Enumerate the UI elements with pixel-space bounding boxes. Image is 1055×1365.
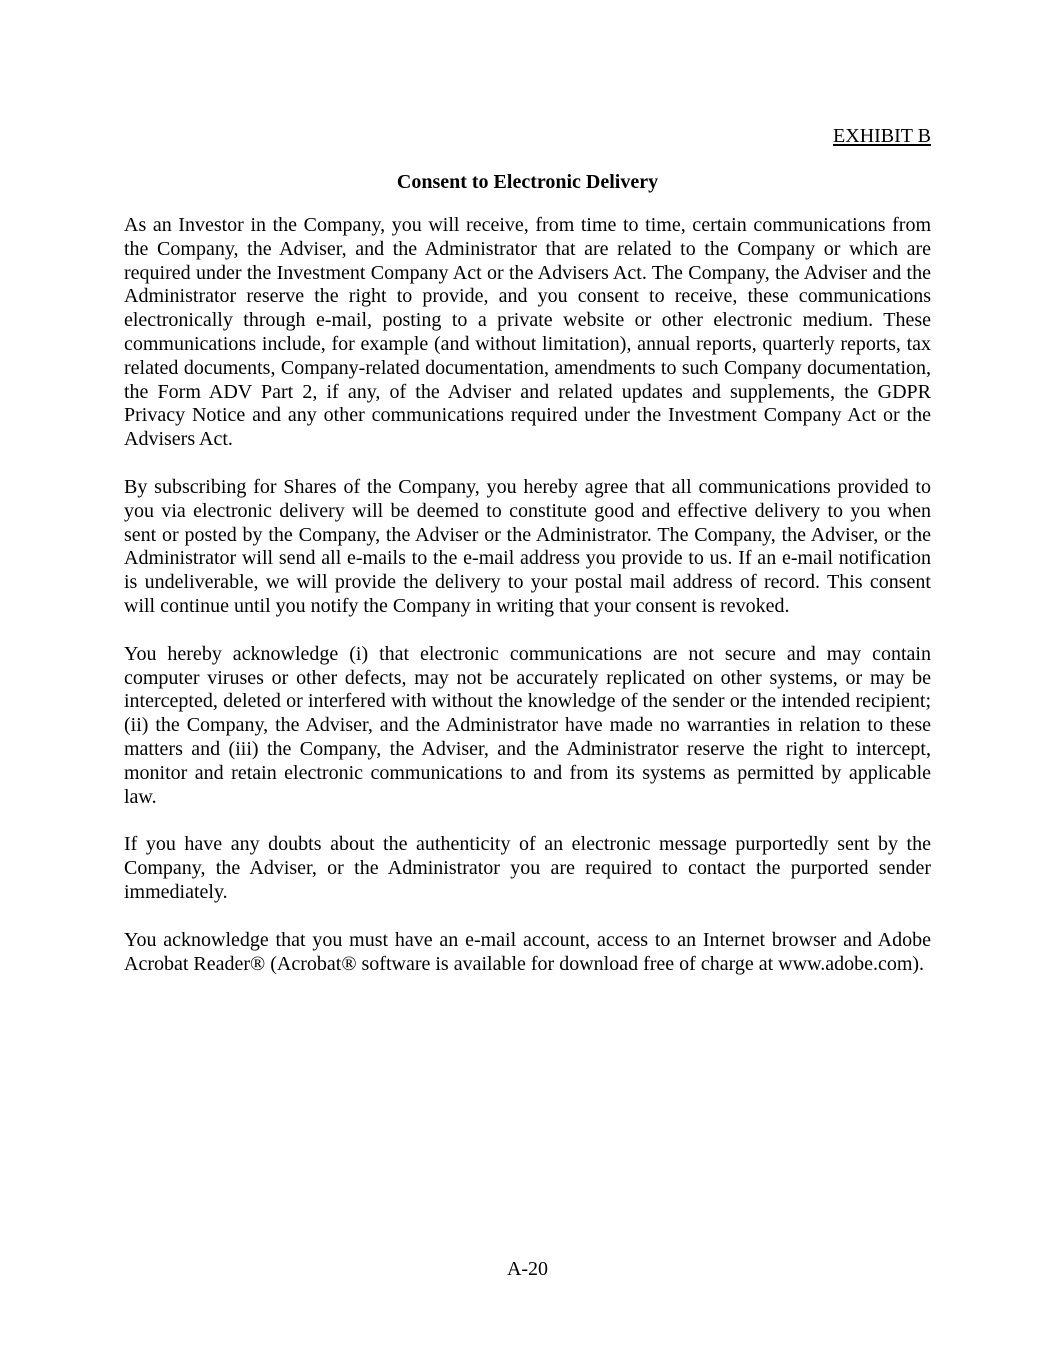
- paragraph-software-requirements: You acknowledge that you must have an e-mail account, access to an Internet browser and Adobe Acrobat Reader® (Acrobat® software is available for download free of charge at www.adobe.com).: [124, 928, 931, 975]
- exhibit-label: EXHIBIT B: [833, 125, 931, 147]
- paragraph-security-acknowledgement: You hereby acknowledge (i) that electronic communications are not secure and may contain computer viruses or other defects, may not be accurately replicated on other systems, or may be intercepted, deleted or interfered with without the knowledge of the sender or the intended recipient; (ii) the Company, the Adviser, and the Administrator have made no warranties in relation to these matters and (iii) the Company, the Adviser, and the Administrator reserve the right to intercept, monitor and retain electronic communications to and from its systems as permitted by applicable law.: [124, 642, 931, 808]
- paragraph-investor-communications: As an Investor in the Company, you will receive, from time to time, certain communications from the Company, the Adviser, and the Administrator that are related to the Company or which are required under the Investment Company Act or the Advisers Act. The Company, the Adviser and the Administrator reserve the right to provide, and you consent to receive, these communications electronically through e-mail, posting to a private website or other electronic medium. These communications include, for example (and without limitation), annual reports, quarterly reports, tax related documents, Company-related documentation, amendments to such Company documentation, the Form ADV Part 2, if any, of the Adviser and related updates and supplements, the GDPR Privacy Notice and any other communications required under the Investment Company Act or the Advisers Act.: [124, 214, 931, 451]
- page-number: A-20: [506, 1258, 549, 1280]
- paragraph-subscription-agreement: By subscribing for Shares of the Company, you hereby agree that all communications provided to you via electronic delivery will be deemed to constitute good and effective delivery to you when sent or posted by the Company, the Adviser or the Administrator. The Company, the Adviser, or the Administrator will send all e-mails to the e-mail address you provide to us. If an e-mail notification is undeliverable, we will provide the delivery to your postal mail address of record. This consent will continue until you notify the Company in writing that your consent is revoked.: [124, 475, 931, 617]
- document-title: Consent to Electronic Delivery: [396, 171, 659, 193]
- paragraph-authenticity-doubts: If you have any doubts about the authenticity of an electronic message purportedly sent by the Company, the Adviser, or the Administrator you are required to contact the purported sender immediately.: [124, 833, 931, 903]
- document-body: [124, 214, 931, 1000]
